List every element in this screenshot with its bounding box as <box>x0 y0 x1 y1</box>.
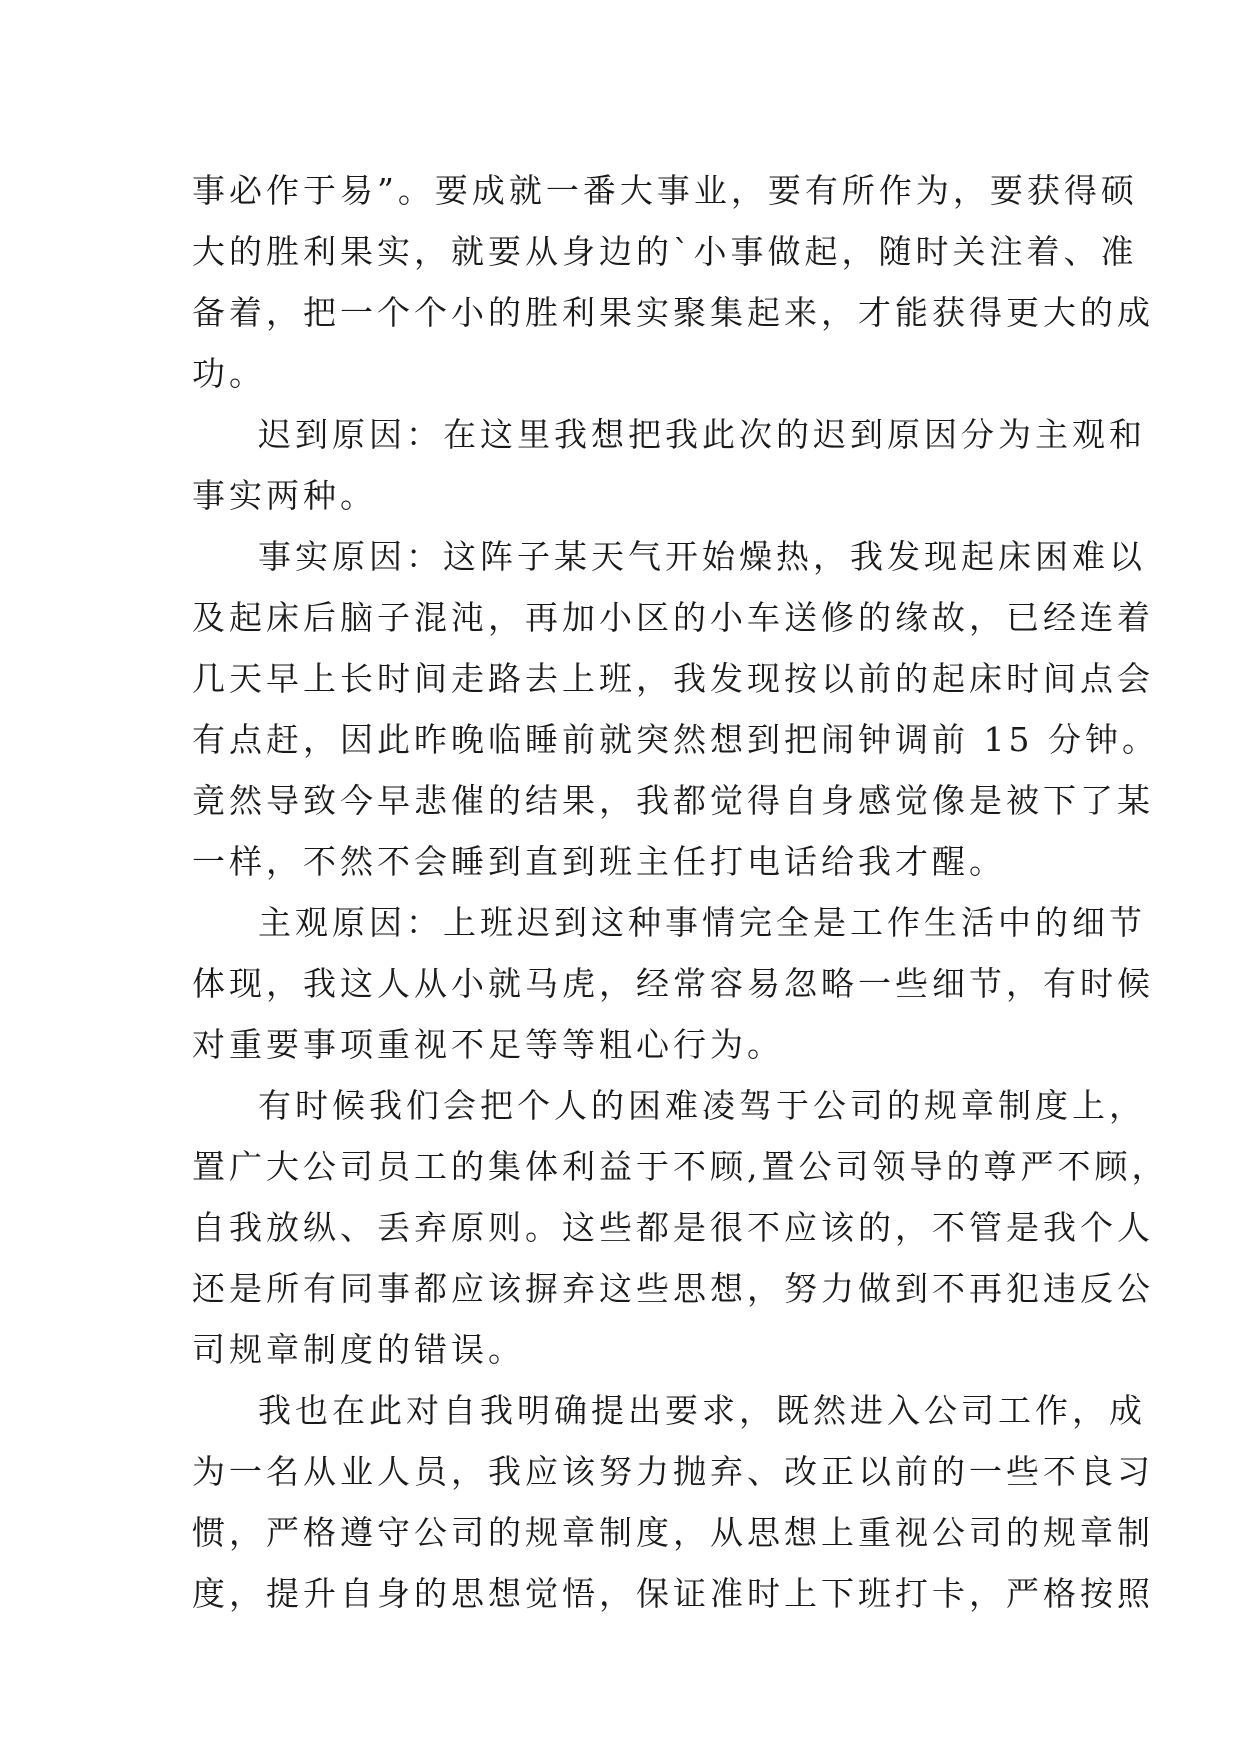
paragraph-start-line: 事实原因：这阵子某天气开始燥热，我发现起床困难以 <box>258 537 1146 576</box>
text-line: 功。 <box>192 354 266 393</box>
text-line: 置广大公司员工的集体利益于不顾,置公司领导的尊严不顾， <box>192 1147 1169 1186</box>
text-line: 竟然导致今早悲催的结果，我都觉得自身感觉像是被下了某 <box>192 781 1154 820</box>
text-line: 对重要事项重视不足等等粗心行为。 <box>192 1025 784 1064</box>
paragraph-start-line: 我也在此对自我明确提出要求，既然进入公司工作，成 <box>258 1391 1146 1430</box>
text-line: 惯，严格遵守公司的规章制度，从思想上重视公司的规章制 <box>192 1513 1154 1552</box>
text-line: 度，提升自身的思想觉悟，保证准时上下班打卡，严格按照 <box>192 1574 1154 1613</box>
text-line: 几天早上长时间走路去上班，我发现按以前的起床时间点会 <box>192 659 1154 698</box>
text-line: 备着，把一个个小的胜利果实聚集起来，才能获得更大的成 <box>192 293 1154 332</box>
text-line: 体现，我这人从小就马虎，经常容易忽略一些细节，有时候 <box>192 964 1154 1003</box>
text-line: 一样，不然不会睡到直到班主任打电话给我才醒。 <box>192 842 1006 881</box>
text-line: 事实两种。 <box>192 476 377 515</box>
text-line: 司规章制度的错误。 <box>192 1330 525 1369</box>
text-line: 为一名从业人员，我应该努力抛弃、改正以前的一些不良习 <box>192 1452 1154 1491</box>
paragraph-start-line: 有时候我们会把个人的困难凌驾于公司的规章制度上， <box>258 1086 1146 1125</box>
text-line: 及起床后脑子混沌，再加小区的小车送修的缘故，已经连着 <box>192 598 1154 637</box>
text-line: 事必作于易”。要成就一番大事业，要有所作为，要获得硕 <box>192 171 1138 210</box>
text-line: 有点赶，因此昨晚临睡前就突然想到把闹钟调前 15 分钟。 <box>192 720 1159 759</box>
text-line: 还是所有同事都应该摒弃这些思想，努力做到不再犯违反公 <box>192 1269 1154 1308</box>
document-body <box>192 160 1169 1624</box>
text-line: 自我放纵、丢弃原则。这些都是很不应该的，不管是我个人 <box>192 1208 1154 1247</box>
paragraph-start-line: 迟到原因：在这里我想把我此次的迟到原因分为主观和 <box>258 415 1146 454</box>
text-line: 大的胜利果实，就要从身边的`小事做起，随时关注着、准 <box>192 232 1138 271</box>
paragraph-start-line: 主观原因：上班迟到这种事情完全是工作生活中的细节 <box>258 903 1146 942</box>
